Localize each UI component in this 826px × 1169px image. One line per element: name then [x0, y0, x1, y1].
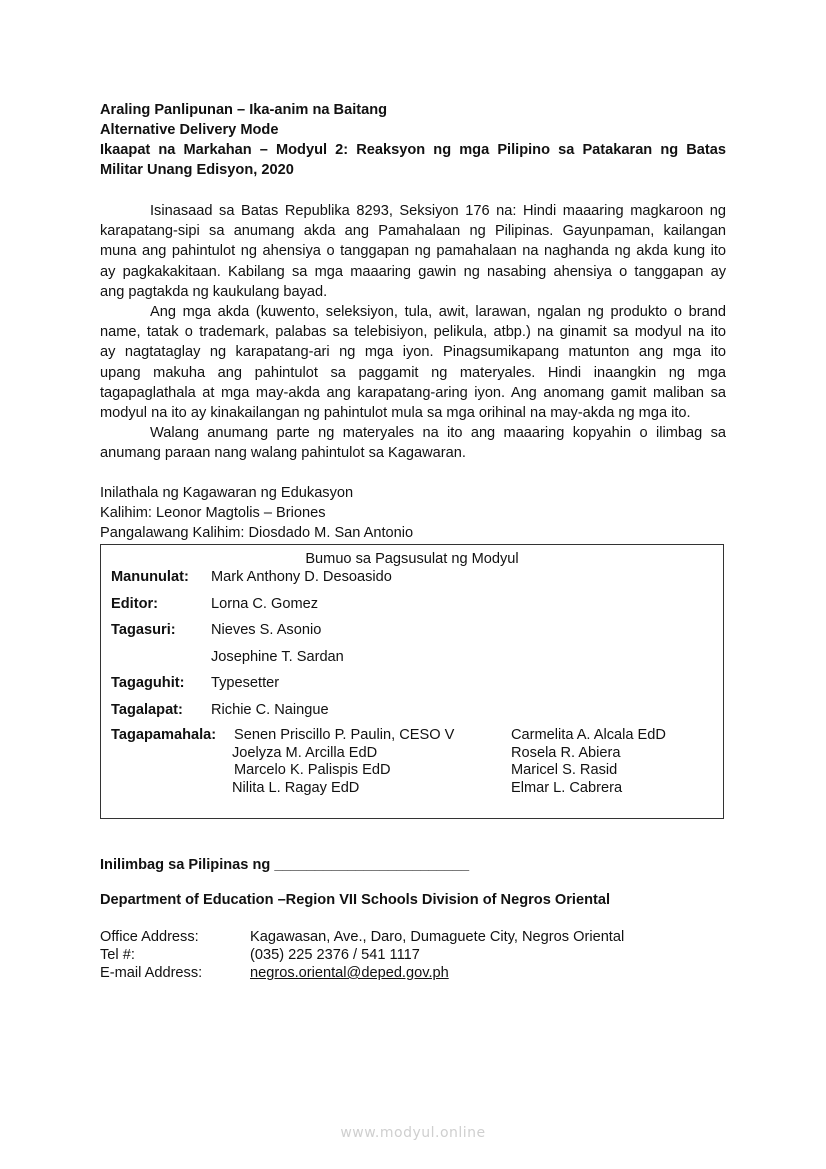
published-by: Inilathala ng Kagawaran ng Edukasyon	[100, 485, 354, 501]
publisher-info	[100, 483, 413, 543]
credits-box: Bumuo sa Pagsusulat ng Modyul Manunulat: Mark Anthony D. Desoasido Editor: Lorna C. Gomez Tagasuri: Nieves S. Asonio Josephine T. Sardan Tagaguhit: Typesetter Tagalapat: Richie C. Naingue Tagapamahala: Senen Priscillo P. Paulin, CESO V Joelyza M. Arcilla EdD Marcelo K. Palispis EdD Nilita L. Ragay EdD Carmelita A. Alcala EdD Rosela R. Abiera Maricel S. Rasid Elmar L. Cabrera	[100, 544, 724, 819]
watermark: www.modyul.online	[340, 1125, 486, 1141]
contact-office: Office Address: Kagawasan, Ave., Daro, Dumaguete City, Negros Oriental	[100, 929, 625, 945]
module-title: Ikaapat na Markahan – Modyul 2: Reaksyon ng mga Pilipino sa Patakaran ng Batas	[100, 142, 726, 158]
contact-email: E-mail Address: negros.oriental@deped.gov.ph	[100, 965, 449, 981]
printed-in: Inilimbag sa Pilipinas ng ________________________	[100, 857, 470, 873]
module-header	[100, 100, 726, 180]
secretary: Kalihim: Leonor Magtolis – Briones	[100, 505, 326, 521]
copyright-paragraph-3: Walang anumang parte ng materyales na ito ang maaaring kopyahin o ilimbag sa anumang paraan nang walang pahintulot sa Kagawaran.	[100, 425, 726, 462]
contact-tel: Tel #: (035) 225 2376 / 541 1117	[100, 947, 420, 963]
managers-column-1: Senen Priscillo P. Paulin, CESO V Joelyza M. Arcilla EdD Marcelo K. Palispis EdD Nilita L. Ragay EdD	[232, 727, 455, 796]
managers-column-2: Carmelita A. Alcala EdD Rosela R. Abiera Maricel S. Rasid Elmar L. Cabrera	[511, 727, 666, 796]
copyright-paragraph-1: Isinasaad sa Batas Republika 8293, Seksiyon 176 na: Hindi maaaring magkaroon ng karapatang-sipi sa anumang akda ang Pamahalaan ng Pilipinas. Gayunpaman, kailangan muna ang pahintulot ng ahensiya o tanggapan ng pamahalaan na naghanda ng akda kung ito ay pagkakakitaan. Kabilang sa mga maaaring gawin ng nasabing ahensiya o tanggapan ay ang pagtakda ng kaukulang bayad.	[100, 203, 726, 300]
undersecretary: Pangalawang Kalihim: Diosdado M. San Antonio	[100, 525, 414, 541]
subject-grade: Araling Panlipunan – Ika-anim na Baitang	[100, 102, 388, 118]
edition: Militar Unang Edisyon, 2020	[100, 162, 294, 178]
email-link[interactable]: negros.oriental@deped.gov.ph	[250, 965, 449, 981]
department-name: Department of Education –Region VII Schools Division of Negros Oriental	[100, 892, 611, 908]
credits-title: Bumuo sa Pagsusulat ng Modyul	[305, 551, 519, 567]
copyright-paragraph-2: Ang mga akda (kuwento, seleksiyon, tula, awit, larawan, ngalan ng produkto o brand name, tatak o trademark, palabas sa telebisiyon, pelikula, atbp.) na ginamit sa modyul na ito ay nagtataglay ng karapatang-ari ng mga iyon. Pinagsumikapang matunton ang mga ito upang makuha ang pahintulot sa paggamit ng materyales. Hindi inaangkin ng mga tagapaglathala at mga may-akda ang karapatang-aring iyon. Ang anomang gamit maliban sa modyul na ito ay kinakailangan ng pahintulot mula sa mga orihinal na may-akda ng mga ito.	[100, 304, 726, 422]
delivery-mode: Alternative Delivery Mode	[100, 122, 279, 138]
